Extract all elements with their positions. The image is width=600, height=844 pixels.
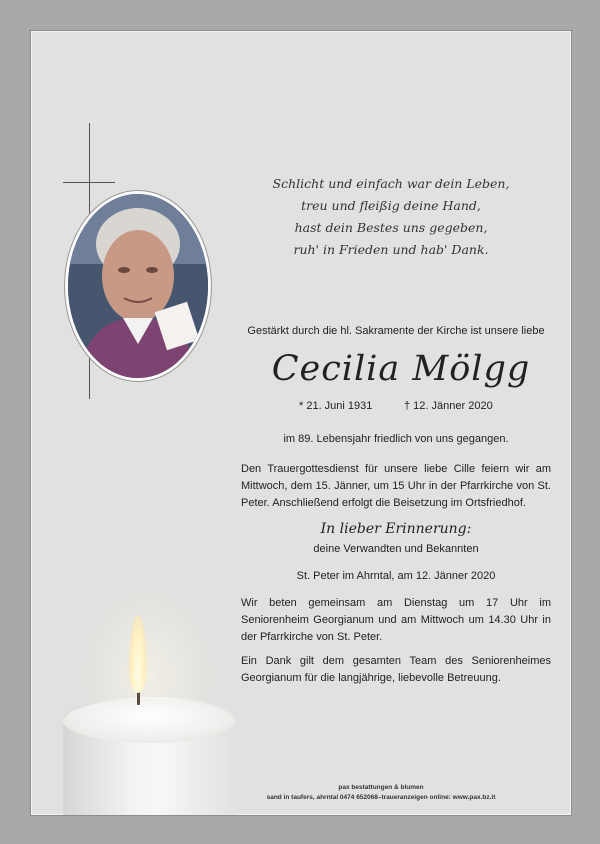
- service-text: Den Trauergottesdienst für unsere liebe Cille feiern wir am Mittwoch, dem 15. Jänner, um 15 Uhr in der Pfarrkirche von St. Peter. Anschließend erfolgt die Beisetzung im Ortsfriedhof.: [241, 463, 551, 509]
- cross-bar: [63, 182, 115, 183]
- poem-line: treu und fleißig deine Hand,: [301, 198, 481, 213]
- footer: [241, 783, 521, 803]
- poem-line: ruh' in Frieden und hab' Dank.: [293, 242, 489, 257]
- poem-line: hast dein Bestes uns gegeben,: [294, 220, 488, 235]
- footer-company: pax bestattungen & blumen: [338, 784, 424, 791]
- candle-wick: [137, 691, 140, 705]
- memory-by: deine Verwandten und Bekannten: [313, 543, 479, 555]
- memory-heading: In lieber Erinnerung:: [320, 521, 472, 537]
- prayer-text: Wir beten gemeinsam am Dienstag um 17 Uhr im Seniorenheim Georgianum und am Mittwoch um 14.30 Uhr in der Pfarrkirche von St. Peter.: [241, 597, 551, 643]
- deceased-name: Cecilia Mölgg: [271, 349, 531, 389]
- death-date: † 12. Jänner 2020: [404, 400, 493, 412]
- age-line: im 89. Lebensjahr friedlich von uns gegangen.: [283, 433, 509, 445]
- intro-text: Gestärkt durch die hl. Sakramente der Kirche ist unsere liebe: [247, 325, 545, 337]
- poem: [241, 173, 541, 261]
- footer-contact: sand in taufers, ahrntal 0474 652068–traueranzeigen online: www.pax.bz.it: [266, 794, 496, 801]
- obituary-card: [30, 30, 572, 816]
- place-date: St. Peter im Ahrntal, am 12. Jänner 2020: [296, 570, 496, 582]
- candle-top: [63, 699, 235, 743]
- poem-line: Schlicht und einfach war dein Leben,: [272, 176, 510, 191]
- birth-date: * 21. Juni 1931: [299, 400, 373, 412]
- portrait-photo: [65, 191, 211, 381]
- thanks-text: Ein Dank gilt dem gesamten Team des Seniorenheimes Georgianum für die langjährige, liebevolle Betreuung.: [241, 655, 551, 684]
- portrait-image: [68, 194, 208, 378]
